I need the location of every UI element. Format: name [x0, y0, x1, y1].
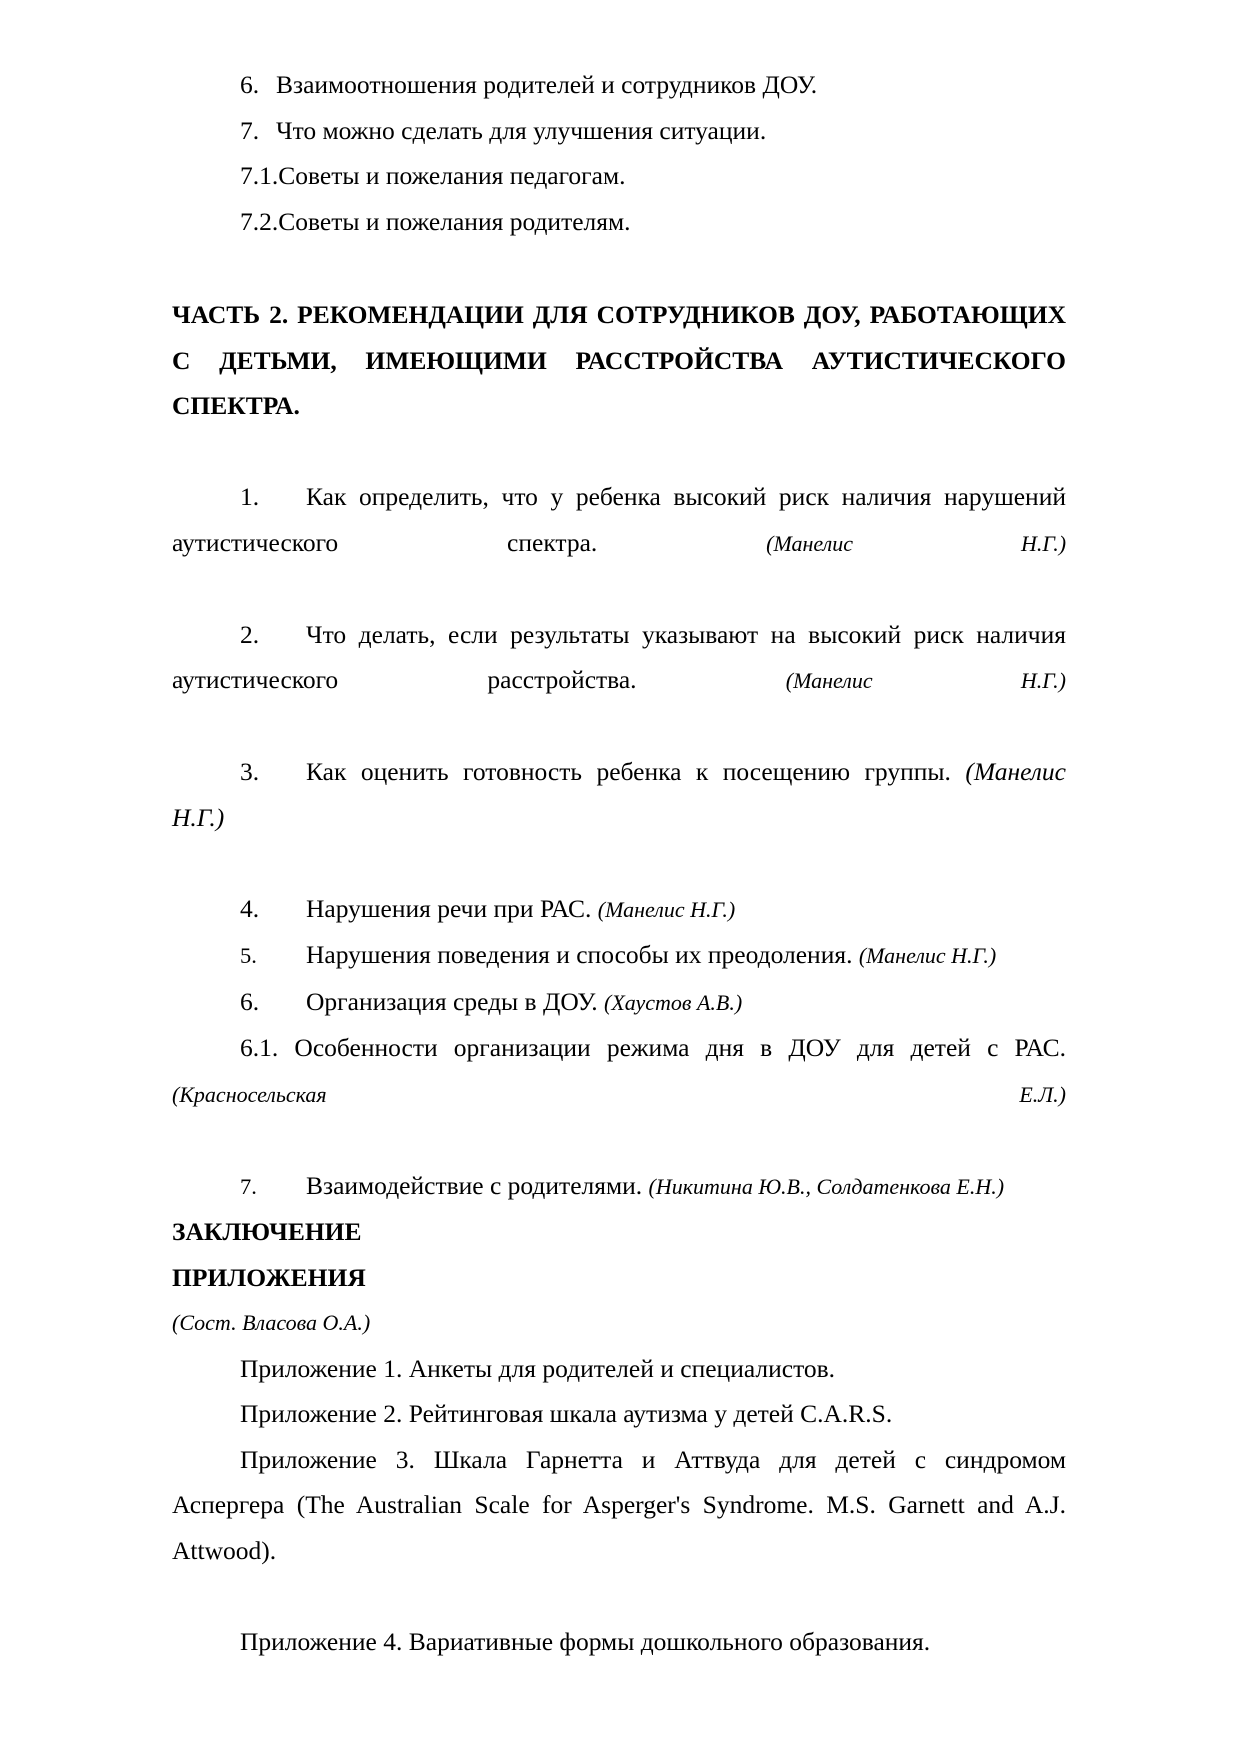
recommendation-item-7-label: Взаимодействие с родителями. — [306, 1170, 643, 1200]
part-2-heading — [172, 292, 1066, 474]
recommendation-item-1-attribution: (Манелис Н.Г.) — [766, 530, 1067, 556]
recommendation-item-7 — [172, 1163, 1066, 1210]
recommendation-item-6-1-attribution: (Красносельская Е.Л.) — [172, 1081, 1066, 1107]
recommendation-item-6-attribution: (Хаустов А.В.) — [604, 989, 743, 1015]
toc-item-7-label: Что можно сделать для улучшения ситуации. — [276, 115, 767, 145]
recommendation-item-1 — [172, 474, 1066, 612]
document-body — [172, 62, 1066, 1664]
appendix-item-2: Приложение 2. Рейтинговая шкала аутизма у детей C.A.R.S. — [240, 1399, 893, 1428]
recommendation-item-6-number: 6. — [240, 986, 260, 1016]
recommendations-list — [172, 474, 1066, 1209]
recommendation-item-6 — [172, 979, 1066, 1026]
recommendation-item-7-attribution: (Никитина Ю.В., Солдатенкова Е.Н.) — [648, 1173, 1005, 1199]
recommendation-item-1-label: Как определить, что у ребенка высокий риск наличия нарушений аутистического спектра. — [172, 482, 1066, 557]
toc-item-7-2-number: 7.2. — [240, 206, 279, 236]
recommendation-item-6-1 — [172, 1025, 1066, 1163]
recommendation-item-6-1-number: 6.1. — [240, 1033, 279, 1062]
section-heading-conclusion: ЗАКЛЮЧЕНИЕ — [172, 1217, 362, 1246]
recommendation-item-1-number: 1. — [240, 482, 260, 511]
toc-item-7-2 — [172, 199, 1066, 245]
recommendation-item-2-attribution: (Манелис Н.Г.) — [785, 668, 1066, 693]
recommendation-item-4-label: Нарушения речи при РАС. — [306, 893, 592, 923]
recommendation-item-7-number: 7. — [240, 1173, 257, 1199]
appendices-compiler-credit: (Сост. Власова О.А.) — [172, 1310, 371, 1335]
toc-item-6-number: 6. — [240, 70, 260, 99]
recommendation-item-5-attribution: (Манелис Н.Г.) — [858, 943, 997, 968]
recommendation-item-5-label: Нарушения поведения и способы их преодоления. — [306, 940, 853, 969]
toc-top-list — [172, 62, 1066, 244]
toc-item-7 — [172, 108, 1066, 154]
recommendation-item-5 — [172, 932, 1066, 979]
toc-item-7-1-label: Советы и пожелания педагогам. — [278, 161, 626, 190]
toc-item-6-label: Взаимоотношения родителей и сотрудников ДОУ. — [276, 70, 818, 99]
toc-item-6 — [172, 62, 1066, 108]
toc-item-7-1 — [172, 153, 1066, 199]
recommendation-item-6-1-label: Особенности организации режима дня в ДОУ для детей с РАС. — [294, 1033, 1066, 1062]
appendix-item-3-english-title: The Australian Scale for Asperger's Syndrome. M.S. Garnett and A.J. Attwood — [172, 1490, 1066, 1565]
appendix-item-1: Приложение 1. Анкеты для родителей и специалистов. — [240, 1353, 836, 1383]
appendices-list — [172, 1346, 1066, 1665]
recommendation-item-2-label: Что делать, если результаты указывают на высокий риск наличия аутистического расстройства. — [172, 619, 1066, 694]
section-heading-appendices: ПРИЛОЖЕНИЯ — [172, 1262, 366, 1292]
toc-item-7-number: 7. — [240, 115, 260, 145]
recommendation-item-3 — [172, 749, 1066, 886]
toc-item-7-2-label: Советы и пожелания родителям. — [278, 206, 631, 236]
appendix-item-3-trail: ). — [261, 1535, 277, 1565]
recommendation-item-6-label: Организация среды в ДОУ. — [306, 986, 598, 1016]
recommendation-item-3-attribution: (Манелис Н.Г.) — [172, 757, 1066, 832]
recommendation-item-2 — [172, 612, 1066, 750]
appendix-item-3 — [172, 1437, 1066, 1619]
recommendation-item-3-label: Как оценить готовность ребенка к посещению группы. — [306, 757, 951, 786]
toc-item-7-1-number: 7.1. — [240, 161, 279, 190]
recommendation-item-5-number: 5. — [240, 943, 257, 968]
spacer — [172, 244, 1066, 292]
recommendation-item-4 — [172, 886, 1066, 933]
appendix-item-4: Приложение 4. Вариативные формы дошкольного образования. — [240, 1626, 931, 1656]
recommendation-item-3-number: 3. — [240, 757, 260, 786]
part-2-heading-text: ЧАСТЬ 2. РЕКОМЕНДАЦИИ ДЛЯ СОТРУДНИКОВ ДОУ, РАБОТАЮЩИХ С ДЕТЬМИ, ИМЕЮЩИМИ РАССТРОЙСТВА АУТИСТИЧЕСКОГО СПЕКТРА. — [172, 300, 1066, 420]
recommendation-item-2-number: 2. — [240, 619, 260, 649]
recommendation-item-4-attribution: (Манелис Н.Г.) — [597, 896, 736, 922]
recommendation-item-4-number: 4. — [240, 893, 260, 923]
appendix-item-3-lead: Приложение 3. Шкала Гарнетта и Аттвуда для детей с синдромом Аспергера ( — [172, 1444, 1066, 1519]
